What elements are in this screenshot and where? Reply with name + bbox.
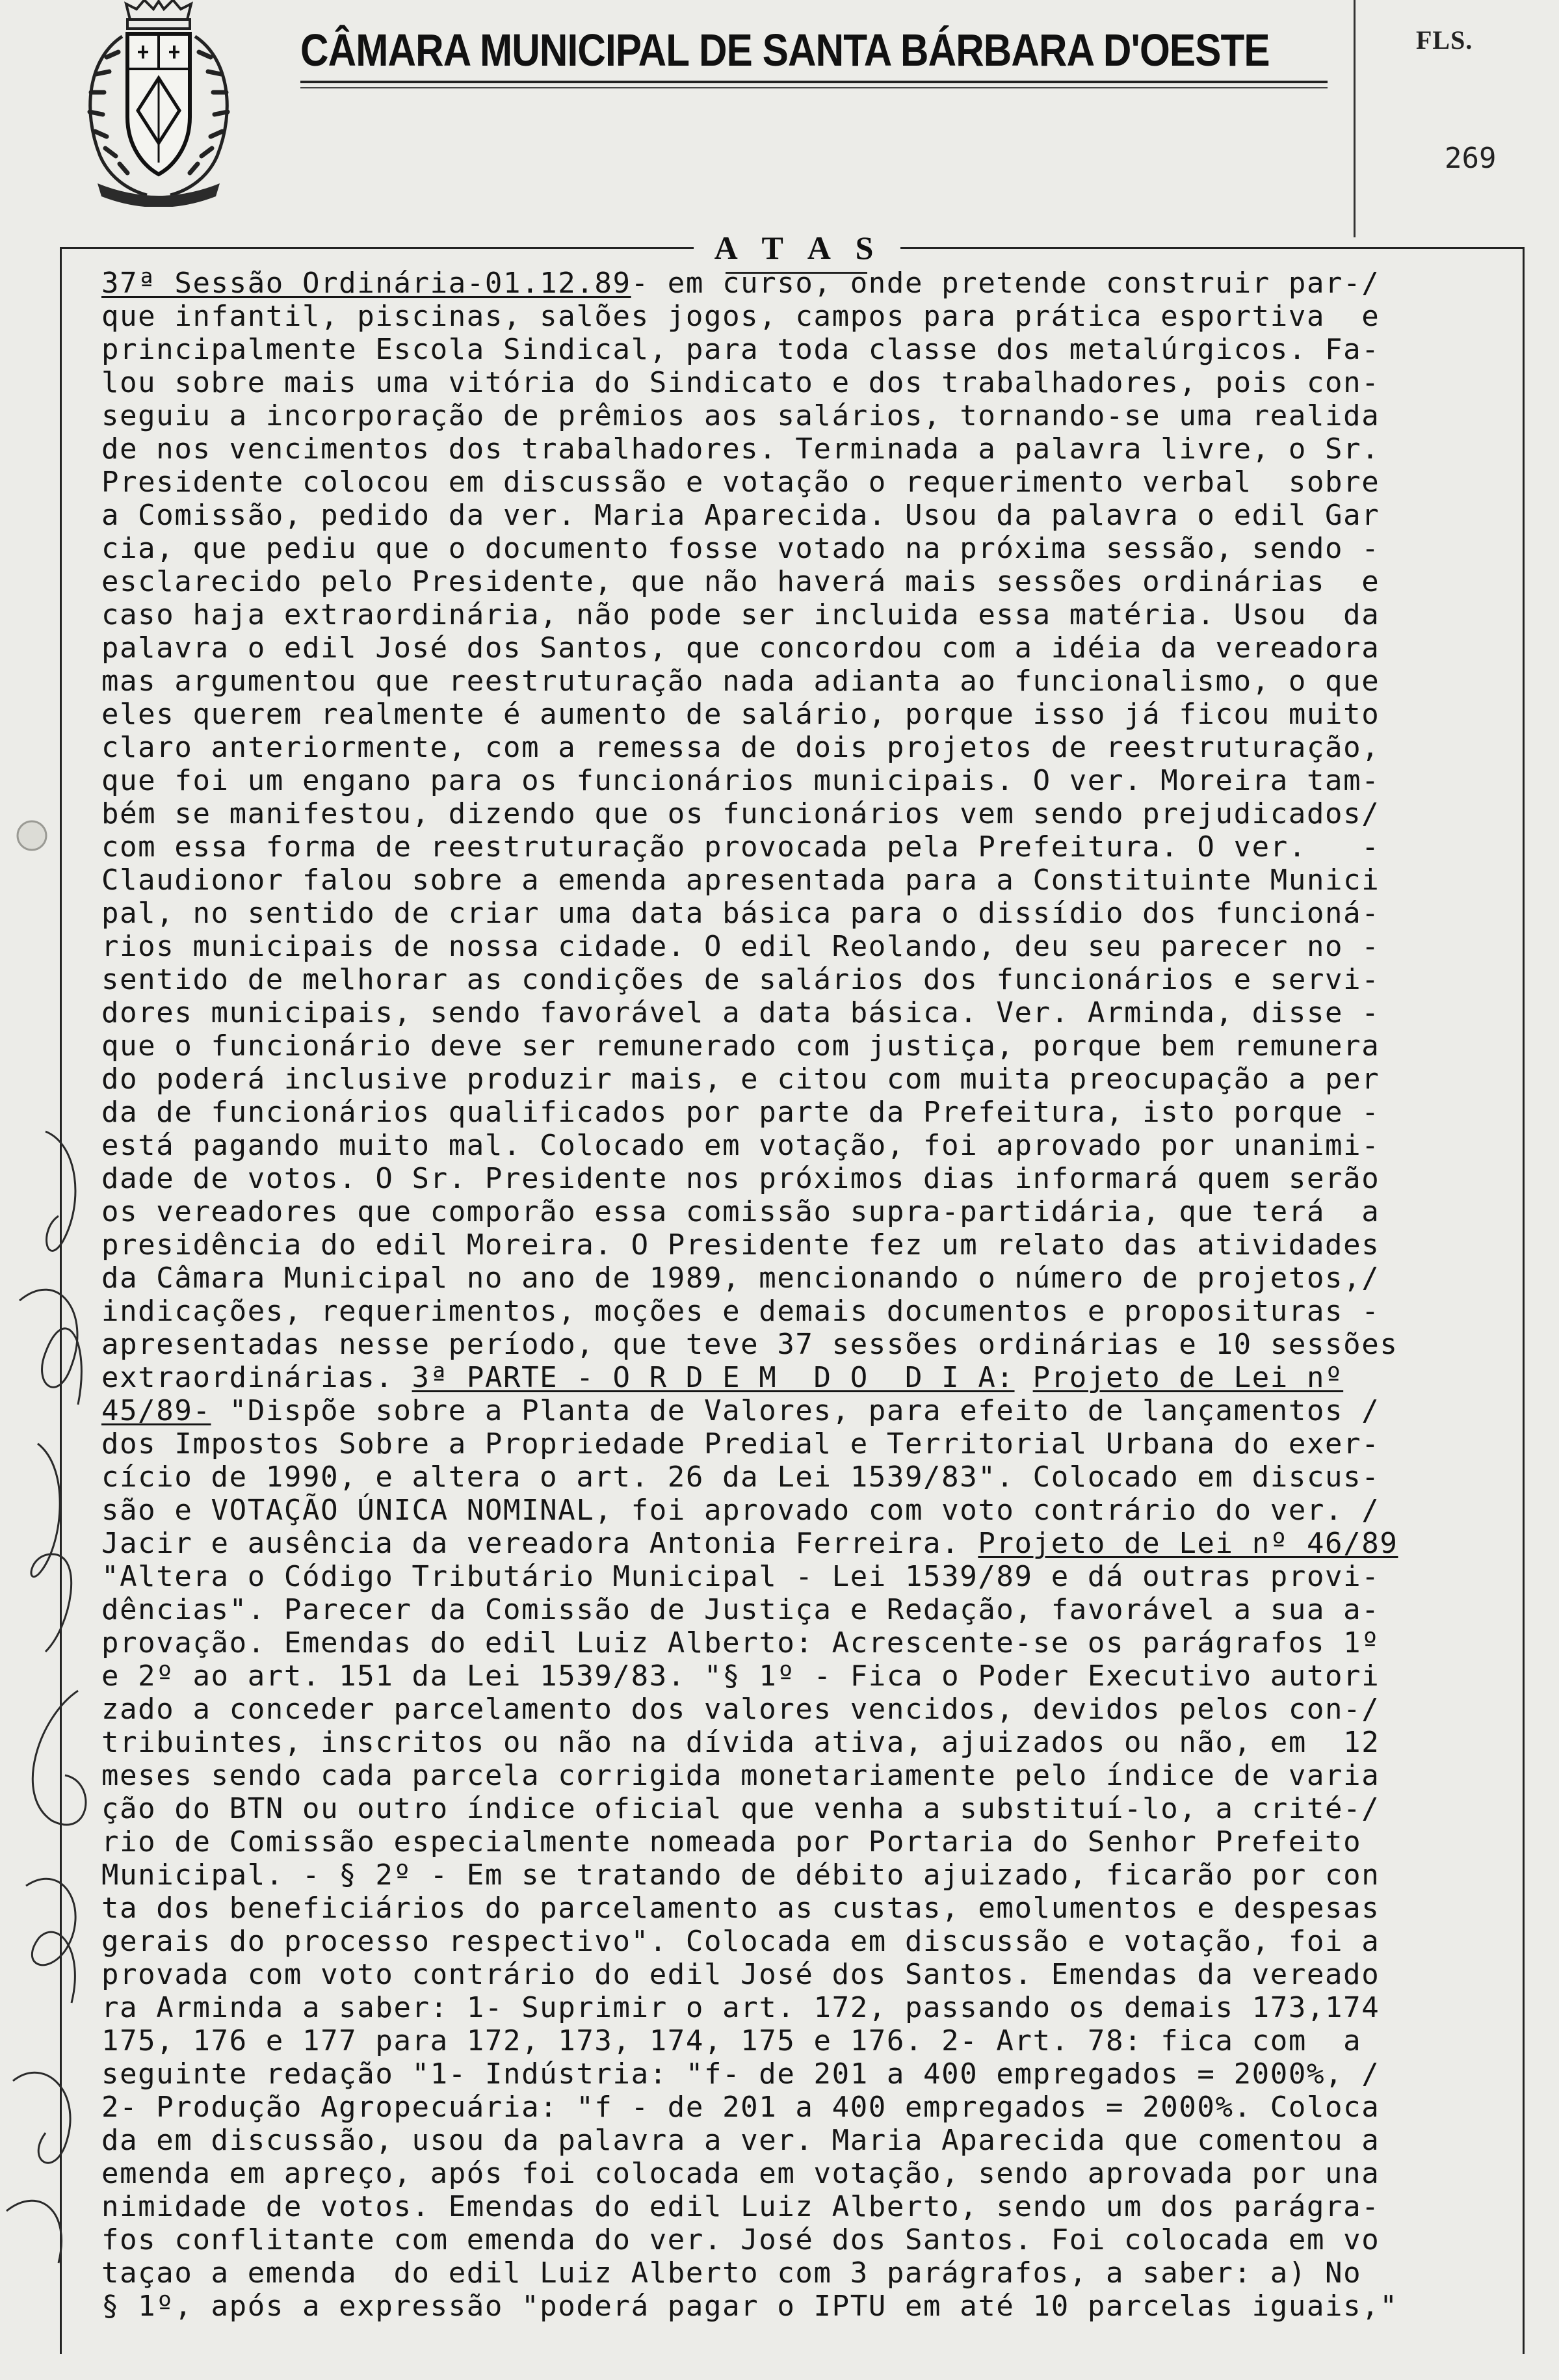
- minutes-line: [101, 830, 1519, 864]
- minutes-text: e 2º ao art. 151 da Lei 1539/83. "§ 1º - Fica o Poder Executivo autori: [101, 1659, 1380, 1693]
- minutes-line: [101, 1560, 1519, 1593]
- minutes-text: claro anteriormente, com a remessa de dois projetos de reestruturação,: [101, 731, 1380, 764]
- minutes-text: dos Impostos Sobre a Propriedade Predial e Territorial Urbana do exer-: [101, 1427, 1380, 1461]
- minutes-line: [101, 1394, 1519, 1427]
- minutes-line: [101, 1262, 1519, 1295]
- minutes-text: a Comissão, pedido da ver. Maria Aparecida. Usou da palavra o edil Gar: [101, 499, 1380, 532]
- minutes-line: [101, 2223, 1519, 2256]
- minutes-line: [101, 2290, 1519, 2323]
- minutes-text: [1015, 1361, 1033, 1394]
- minutes-line: [101, 996, 1519, 1029]
- minutes-line: [101, 897, 1519, 930]
- minutes-text: caso haja extraordinária, não pode ser incluida essa matéria. Usou da: [101, 598, 1380, 631]
- minutes-text: que infantil, piscinas, salões jogos, campos para prática esportiva e: [101, 300, 1380, 333]
- minutes-text: "Altera o Código Tributário Municipal - Lei 1539/89 e dá outras provi-: [101, 1560, 1380, 1593]
- header-rule-thin: [300, 87, 1328, 88]
- minutes-text: "Dispõe sobre a Planta de Valores, para efeito de lançamentos /: [211, 1394, 1380, 1427]
- minutes-body: [101, 267, 1519, 2323]
- minutes-text: fos conflitante com emenda do ver. José dos Santos. Foi colocada em vo: [101, 2223, 1380, 2256]
- minutes-line: [101, 2256, 1519, 2290]
- minutes-text: seguiu a incorporação de prêmios aos salários, tornando-se uma realida: [101, 399, 1380, 432]
- minutes-text: cia, que pediu que o documento fosse votado na próxima sessão, sendo -: [101, 532, 1380, 565]
- minutes-line: [101, 1626, 1519, 1659]
- minutes-text: ra Arminda a saber: 1- Suprimir o art. 172, passando os demais 173,174: [101, 1991, 1380, 2024]
- minutes-text: § 1º, após a expressão "poderá pagar o IPTU em até 10 parcelas iguais,": [101, 2290, 1398, 2323]
- minutes-text: dores municipais, sendo favorável a data básica. Ver. Arminda, disse -: [101, 996, 1380, 1029]
- sheet-column-divider: [1354, 0, 1356, 237]
- minutes-line: [101, 731, 1519, 764]
- minutes-line: [101, 1494, 1519, 1527]
- minutes-line: [101, 1162, 1519, 1195]
- minutes-line: [101, 1195, 1519, 1228]
- municipal-coat-of-arms-icon: [62, 0, 255, 207]
- minutes-text: ta dos beneficiários do parcelamento as custas, emolumentos e despesas: [101, 1892, 1380, 1925]
- minutes-line: [101, 2157, 1519, 2190]
- minutes-line: [101, 532, 1519, 565]
- section-title: A T A S: [714, 230, 883, 266]
- minutes-text: dências". Parecer da Comissão de Justiça e Redação, favorável a sua a-: [101, 1593, 1380, 1626]
- minutes-line: [101, 1593, 1519, 1626]
- minutes-line: [101, 598, 1519, 631]
- minutes-text: palavra o edil José dos Santos, que concordou com a idéia da vereadora: [101, 631, 1380, 665]
- minutes-text: zado a conceder parcelamento dos valores vencidos, devidos pelos con-/: [101, 1693, 1380, 1726]
- minutes-line: [101, 1361, 1519, 1394]
- minutes-text: do poderá inclusive produzir mais, e citou com muita preocupação a per: [101, 1063, 1380, 1096]
- minutes-text: Presidente colocou em discussão e votação o requerimento verbal sobre: [101, 466, 1380, 499]
- minutes-line: [101, 963, 1519, 996]
- minutes-line: [101, 466, 1519, 499]
- sheet-label: FLS.: [1416, 25, 1473, 55]
- minutes-line: [101, 1295, 1519, 1328]
- minutes-line: [101, 565, 1519, 598]
- underlined-heading: Projeto de Lei nº: [1032, 1361, 1344, 1394]
- minutes-text: tribuintes, inscritos ou não na dívida ativa, ajuizados ou não, em 12: [101, 1726, 1380, 1759]
- minutes-text: dade de votos. O Sr. Presidente nos próximos dias informará quem serão: [101, 1162, 1380, 1195]
- minutes-line: [101, 1991, 1519, 2024]
- minutes-line: [101, 366, 1519, 399]
- minutes-line: [101, 267, 1519, 300]
- minutes-line: [101, 930, 1519, 963]
- minutes-line: [101, 1693, 1519, 1726]
- minutes-line: [101, 2190, 1519, 2223]
- minutes-text: ção do BTN ou outro índice oficial que venha a substituí-lo, a crité-/: [101, 1792, 1380, 1825]
- minutes-text: bém se manifestou, dizendo que os funcionários vem sendo prejudicados/: [101, 797, 1380, 830]
- handwritten-signature-icon: [0, 1105, 104, 2341]
- minutes-line: [101, 864, 1519, 897]
- minutes-text: da em discussão, usou da palavra a ver. Maria Aparecida que comentou a: [101, 2124, 1380, 2157]
- minutes-line: [101, 1328, 1519, 1361]
- minutes-text: de nos vencimentos dos trabalhadores. Terminada a palavra livre, o Sr.: [101, 432, 1380, 466]
- underlined-heading: 45/89-: [101, 1394, 211, 1427]
- minutes-line: [101, 1892, 1519, 1925]
- minutes-text: que o funcionário deve ser remunerado com justiça, porque bem remunera: [101, 1029, 1380, 1063]
- underlined-heading: Projeto de Lei nº 46/89: [978, 1527, 1398, 1560]
- minutes-line: [101, 631, 1519, 665]
- minutes-text: com essa forma de reestruturação provocada pela Prefeitura. O ver. -: [101, 830, 1380, 864]
- minutes-text: taçao a emenda do edil Luiz Alberto com 3 parágrafos, a saber: a) No: [101, 2256, 1362, 2290]
- frame-top-right: [900, 247, 1523, 249]
- minutes-line: [101, 1527, 1519, 1560]
- minutes-line: [101, 1759, 1519, 1792]
- minutes-text: meses sendo cada parcela corrigida monetariamente pelo índice de varia: [101, 1759, 1380, 1792]
- minutes-text: 175, 176 e 177 para 172, 173, 174, 175 e 176. 2- Art. 78: fica com a: [101, 2024, 1362, 2057]
- minutes-line: [101, 2124, 1519, 2157]
- minutes-text: emenda em apreço, após foi colocada em votação, sendo aprovada por una: [101, 2157, 1380, 2190]
- minutes-text: da Câmara Municipal no ano de 1989, mencionando o número de projetos,/: [101, 1262, 1380, 1295]
- minutes-text: que foi um engano para os funcionários municipais. O ver. Moreira tam-: [101, 764, 1380, 797]
- minutes-line: [101, 432, 1519, 466]
- underlined-heading: 3ª PARTE - O R D E M D O D I A:: [412, 1361, 1015, 1394]
- frame-top-left: [60, 247, 694, 249]
- underlined-heading: 37ª Sessão Ordinária-01.12.89: [101, 267, 631, 300]
- minutes-text: eles querem realmente é aumento de salário, porque isso já ficou muito: [101, 698, 1380, 731]
- minutes-text: Jacir e ausência da vereadora Antonia Ferreira.: [101, 1527, 978, 1560]
- minutes-line: [101, 300, 1519, 333]
- minutes-line: [101, 764, 1519, 797]
- minutes-line: [101, 797, 1519, 830]
- minutes-line: [101, 1063, 1519, 1096]
- minutes-text: mas argumentou que reestruturação nada adianta ao funcionalismo, o que: [101, 665, 1380, 698]
- minutes-text: pal, no sentido de criar uma data básica para o dissídio dos funcioná-: [101, 897, 1380, 930]
- minutes-line: [101, 1792, 1519, 1825]
- minutes-text: extraordinárias.: [101, 1361, 412, 1394]
- minutes-line: [101, 1858, 1519, 1892]
- minutes-text: nimidade de votos. Emendas do edil Luiz Alberto, sendo um dos parágra-: [101, 2190, 1380, 2223]
- minutes-text: rios municipais de nossa cidade. O edil Reolando, deu seu parecer no -: [101, 930, 1380, 963]
- minutes-text: rio de Comissão especialmente nomeada por Portaria do Senhor Prefeito: [101, 1825, 1362, 1858]
- minutes-text: provação. Emendas do edil Luiz Alberto: Acrescente-se os parágrafos 1º: [101, 1626, 1380, 1659]
- minutes-line: [101, 1461, 1519, 1494]
- minutes-line: [101, 2091, 1519, 2124]
- frame-right: [1523, 247, 1525, 2354]
- minutes-line: [101, 2057, 1519, 2091]
- minutes-line: [101, 399, 1519, 432]
- minutes-line: [101, 2024, 1519, 2057]
- minutes-line: [101, 1129, 1519, 1162]
- header-rule: [300, 81, 1328, 83]
- minutes-text: da de funcionários qualificados por parte da Prefeitura, isto porque -: [101, 1096, 1380, 1129]
- minutes-text: apresentadas nesse período, que teve 37 sessões ordinárias e 10 sessões: [101, 1328, 1398, 1361]
- minutes-text: Municipal. - § 2º - Em se tratando de débito ajuizado, ficarão por con: [101, 1858, 1380, 1892]
- minutes-text: provada com voto contrário do edil José dos Santos. Emendas da vereado: [101, 1958, 1380, 1991]
- minutes-text: lou sobre mais uma vitória do Sindicato e dos trabalhadores, pois con-: [101, 366, 1380, 399]
- minutes-text: está pagando muito mal. Colocado em votação, foi aprovado por unanimi-: [101, 1129, 1380, 1162]
- minutes-text: gerais do processo respectivo". Colocada em discussão e votação, foi a: [101, 1925, 1380, 1958]
- minutes-text: 2- Produção Agropecuária: "f - de 201 a 400 empregados = 2000%. Coloca: [101, 2091, 1380, 2124]
- minutes-text: esclarecido pelo Presidente, que não haverá mais sessões ordinárias e: [101, 565, 1380, 598]
- minutes-line: [101, 698, 1519, 731]
- minutes-line: [101, 1427, 1519, 1461]
- minutes-line: [101, 1096, 1519, 1129]
- minutes-line: [101, 1726, 1519, 1759]
- sheet-number: 269: [1445, 142, 1497, 175]
- minutes-text: sentido de melhorar as condições de salários dos funcionários e servi-: [101, 963, 1380, 996]
- minutes-line: [101, 665, 1519, 698]
- minutes-text: os vereadores que comporão essa comissão supra-partidária, que terá a: [101, 1195, 1380, 1228]
- minutes-text: principalmente Escola Sindical, para toda classe dos metalúrgicos. Fa-: [101, 333, 1380, 366]
- minutes-text: são e VOTAÇÃO ÚNICA NOMINAL, foi aprovado com voto contrário do ver. /: [101, 1494, 1380, 1527]
- minutes-line: [101, 1228, 1519, 1262]
- minutes-line: [101, 1659, 1519, 1693]
- minutes-text: Claudionor falou sobre a emenda apresentada para a Constituinte Munici: [101, 864, 1380, 897]
- minutes-text: cício de 1990, e altera o art. 26 da Lei 1539/83". Colocado em discus-: [101, 1461, 1380, 1494]
- minutes-line: [101, 1029, 1519, 1063]
- minutes-line: [101, 333, 1519, 366]
- minutes-text: seguinte redação "1- Indústria: "f- de 201 a 400 empregados = 2000%, /: [101, 2057, 1380, 2091]
- punch-hole-icon: [14, 818, 49, 853]
- minutes-line: [101, 1958, 1519, 1991]
- minutes-text: presidência do edil Moreira. O Presidente fez um relato das atividades: [101, 1228, 1380, 1262]
- institution-name: CÂMARA MUNICIPAL DE SANTA BÁRBARA D'OESTE: [300, 25, 1270, 75]
- minutes-line: [101, 499, 1519, 532]
- minutes-text: indicações, requerimentos, moções e demais documentos e proposituras -: [101, 1295, 1380, 1328]
- minutes-line: [101, 1825, 1519, 1858]
- minutes-line: [101, 1925, 1519, 1958]
- minutes-text: - em curso, onde pretende construir par-/: [631, 267, 1380, 300]
